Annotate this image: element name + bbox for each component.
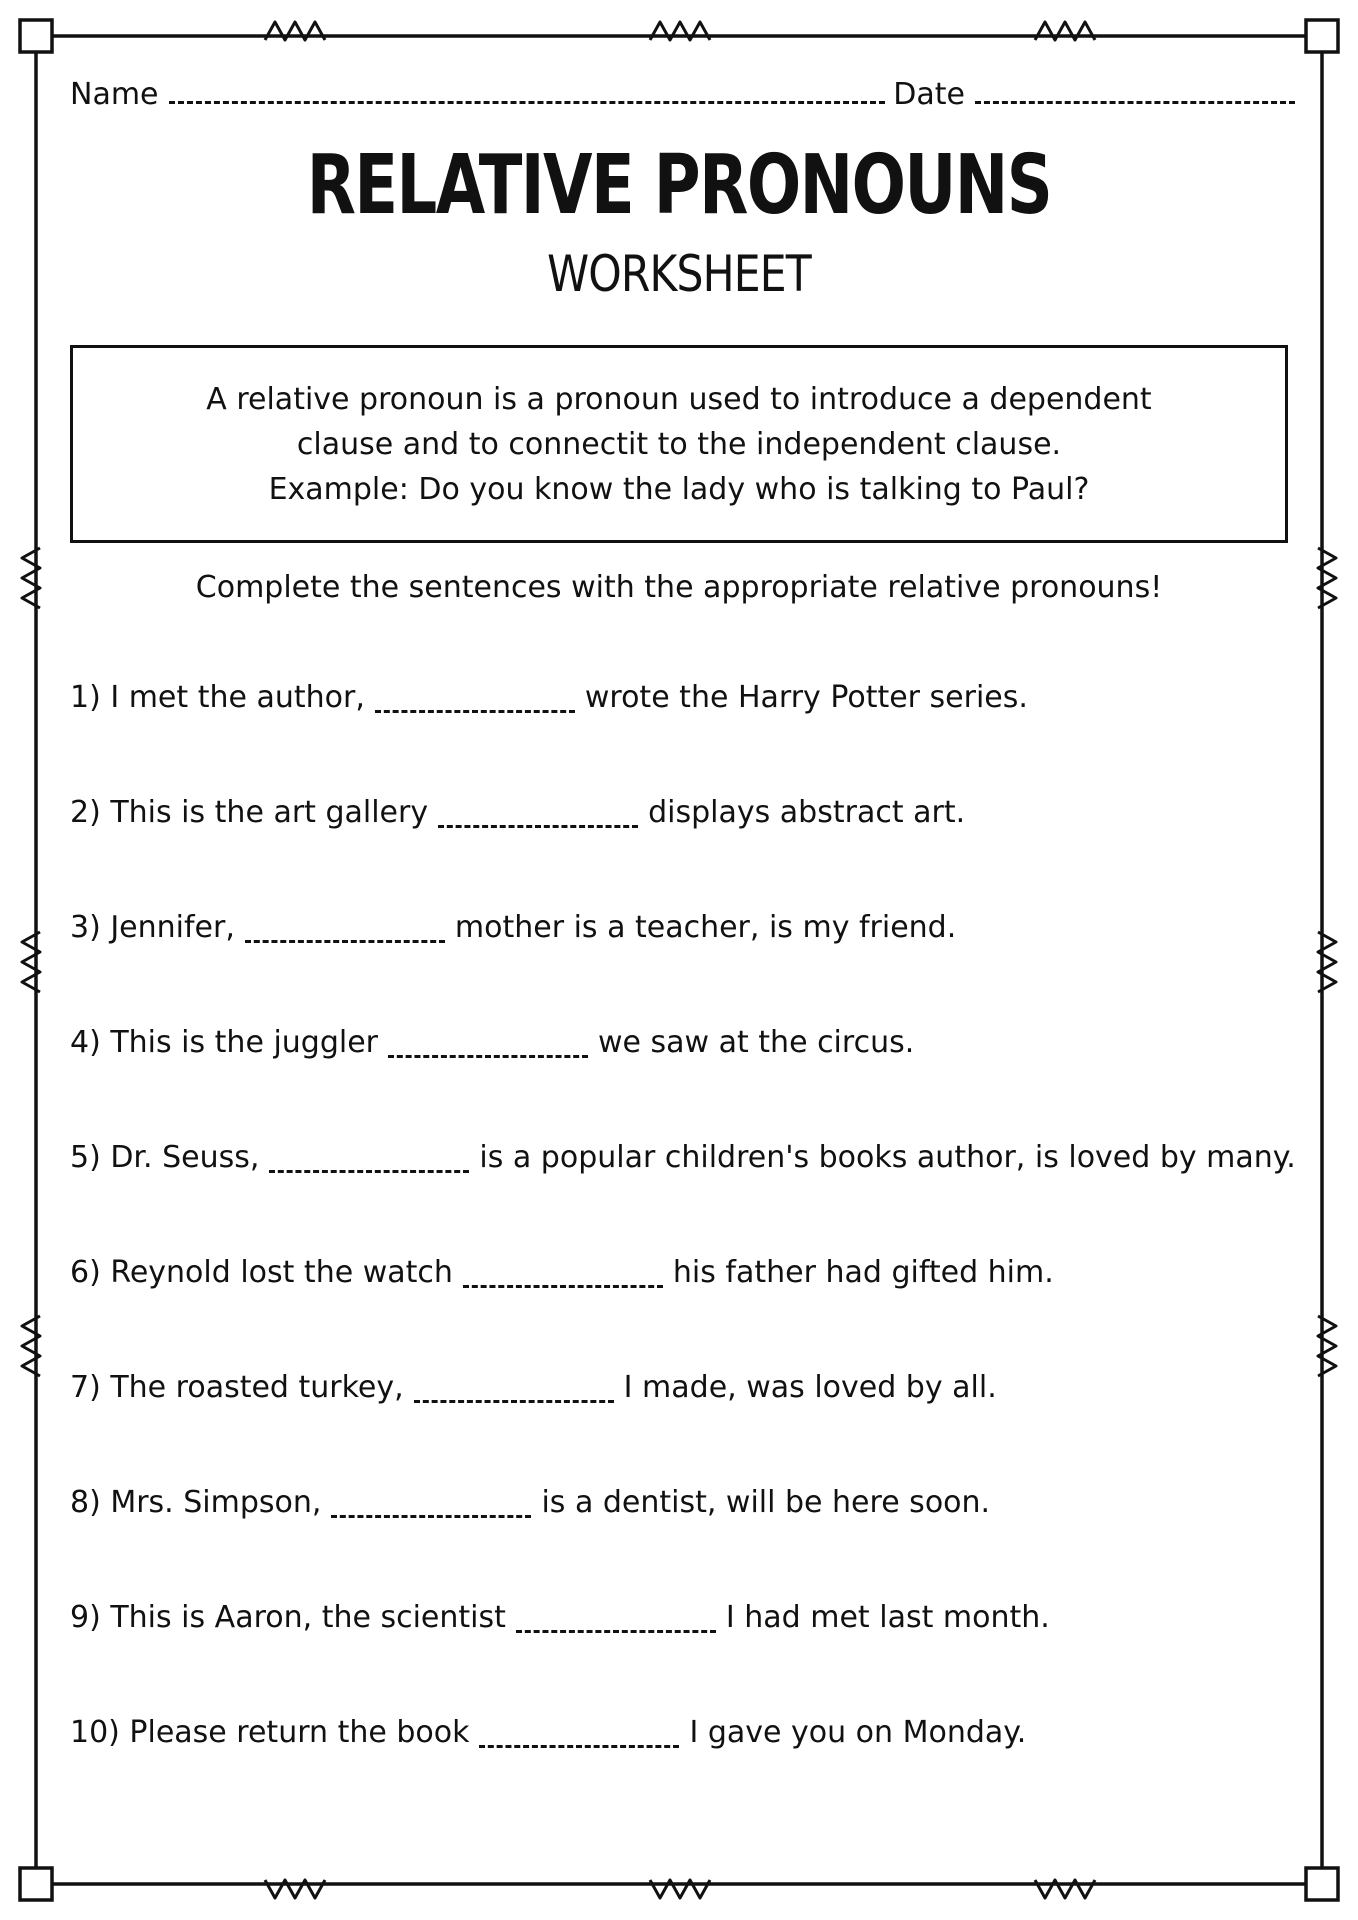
question-text-before: 2) This is the art gallery [70, 795, 429, 830]
definition-box [70, 345, 1288, 543]
question-item [70, 1715, 1300, 1830]
answer-blank[interactable] [388, 1025, 588, 1058]
answer-blank[interactable] [479, 1715, 679, 1748]
definition-line: A relative pronoun is a pronoun used to introduce a dependent [206, 381, 1152, 417]
question-item [70, 1370, 1300, 1485]
name-label: Name [70, 77, 159, 112]
definition-example: Example: Do you know the lady who is talking to Paul? [268, 471, 1090, 507]
question-text-before: 1) I met the author, [70, 680, 365, 715]
definition-line: clause and to connectit to the independent clause. [296, 426, 1062, 462]
answer-blank[interactable] [269, 1140, 469, 1173]
question-list [70, 680, 1300, 1830]
question-item [70, 1600, 1300, 1715]
question-item [70, 910, 1300, 1025]
date-blank[interactable] [975, 101, 1295, 104]
answer-blank[interactable] [414, 1370, 614, 1403]
question-text-before: 4) This is the juggler [70, 1025, 378, 1060]
question-item [70, 680, 1300, 795]
answer-blank[interactable] [463, 1255, 663, 1288]
question-text-after: displays abstract art. [648, 795, 966, 830]
question-text-before: 10) Please return the book [70, 1715, 470, 1750]
question-item [70, 1140, 1300, 1255]
answer-blank[interactable] [245, 910, 445, 943]
answer-blank[interactable] [516, 1600, 716, 1633]
question-text-before: 9) This is Aaron, the scientist [70, 1600, 506, 1635]
question-item [70, 1485, 1300, 1600]
question-text-after: wrote the Harry Potter series. [584, 680, 1028, 715]
question-text-after: I gave you on Monday. [689, 1715, 1027, 1750]
question-text-after: is a popular children's books author, is loved by many. [479, 1140, 1296, 1175]
question-text-after: mother is a teacher, is my friend. [454, 910, 957, 945]
question-text-before: 7) The roasted turkey, [70, 1370, 404, 1405]
question-text-after: I made, was loved by all. [623, 1370, 997, 1405]
question-text-after: his father had gifted him. [672, 1255, 1054, 1290]
date-label: Date [893, 77, 965, 112]
answer-blank[interactable] [331, 1485, 531, 1518]
question-item [70, 795, 1300, 910]
question-text-after: we saw at the circus. [598, 1025, 915, 1060]
question-text-before: 8) Mrs. Simpson, [70, 1485, 322, 1520]
page-title: RELATIVE PRONOUNS [306, 138, 1052, 233]
question-item [70, 1255, 1300, 1370]
question-text-before: 5) Dr. Seuss, [70, 1140, 260, 1175]
question-text-after: is a dentist, will be here soon. [541, 1485, 991, 1520]
question-text-before: 3) Jennifer, [70, 910, 235, 945]
header-row [70, 62, 1295, 112]
question-item [70, 1025, 1300, 1140]
name-blank[interactable] [169, 101, 886, 104]
answer-blank[interactable] [438, 795, 638, 828]
answer-blank[interactable] [375, 680, 575, 713]
question-text-before: 6) Reynold lost the watch [70, 1255, 453, 1290]
question-text-after: I had met last month. [725, 1600, 1050, 1635]
instruction-text: Complete the sentences with the appropriate relative pronouns! [195, 570, 1163, 605]
page-subtitle: WORKSHEET [547, 245, 811, 303]
